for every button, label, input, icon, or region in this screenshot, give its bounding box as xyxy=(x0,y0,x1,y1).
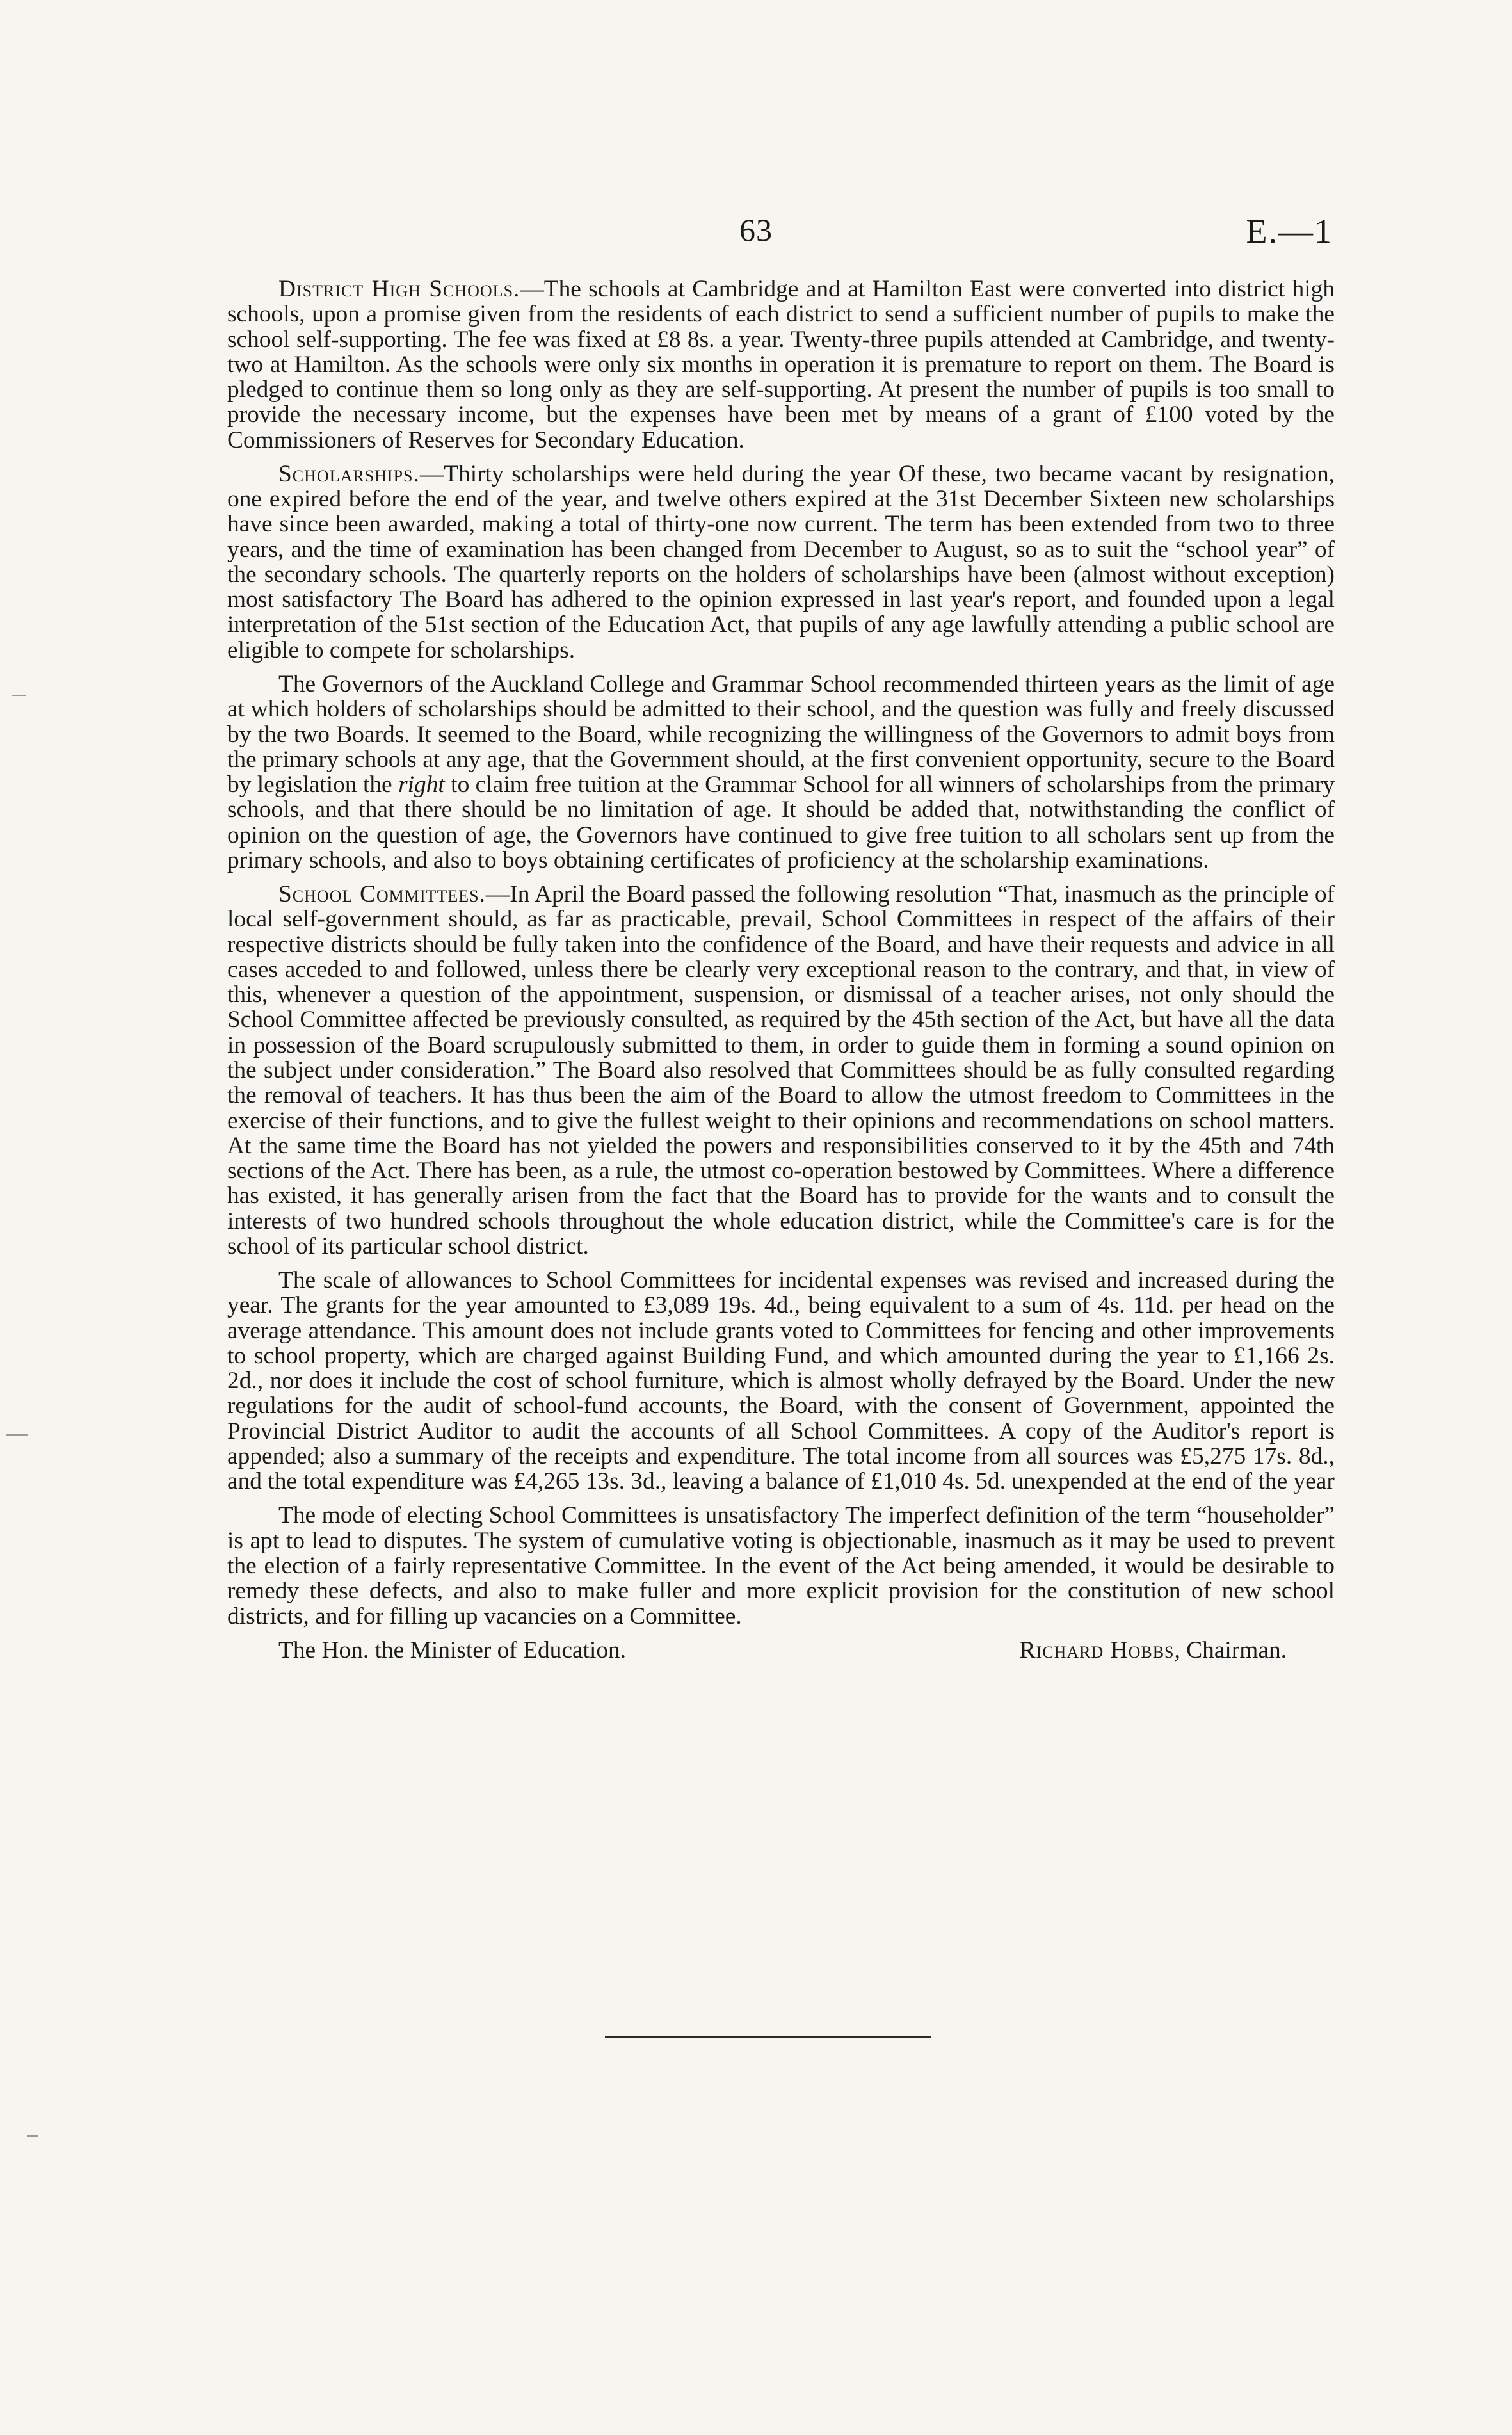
scan-speck xyxy=(6,1434,28,1436)
paragraph-text: The mode of electing School Committees is unsatisfactory The imperfect definition of the term “householder” is apt to lead to disputes. The system of cumulative voting is objectionable, inasmuch as it may be used to prevent the election of a fairly representative Committee. In the event of the Act being amended, it would be desirable to remedy these defects, and also to make fuller and more explicit provision for the constitution of new school districts, and for filling up vacancies on a Committee. xyxy=(227,1502,1335,1630)
paragraph-scholarships xyxy=(227,462,1335,663)
section-heading-school-committees: School Committees. xyxy=(278,881,486,908)
paragraph-grammar-school-age xyxy=(227,672,1335,873)
signatory-name: Richard Hobbs xyxy=(1019,1637,1175,1663)
paragraph-allowances xyxy=(227,1268,1335,1494)
scan-speck xyxy=(12,695,26,696)
report-code: E.—1 xyxy=(1246,212,1333,250)
signature-block xyxy=(227,1638,1335,1663)
section-heading-scholarships: Scholarships. xyxy=(278,460,420,487)
document-body xyxy=(227,277,1335,1663)
page-number: 63 xyxy=(739,212,773,248)
scan-speck xyxy=(27,2135,38,2137)
signatory-title: , Chairman. xyxy=(1174,1637,1287,1663)
end-rule-divider xyxy=(605,2036,931,2038)
emphasis-right: right xyxy=(398,772,445,798)
paragraph-text: The scale of allowances to School Committees for incidental expenses was revised and increased during the year. The grants for the year amounted to £3,089 19s. 4d., being equivalent to a sum of 4s. 11d. per head on the average attendance. This amount does not include grants voted to Committees for fencing and other improvements to school property, which are charged against Building Fund, and which amounted during the year to £1,166 2s. 2d., nor does it include the cost of school furniture, which is almost wholly defrayed by the Board. Under the new regulations for the audit of school-fund accounts, the Board, with the consent of Government, appointed the Provincial District Auditor to audit the accounts of all School Committees. A copy of the Auditor's report is appended; also a summary of the receipts and expenditure. The total income from all sources was £5,275 17s. 8d., and the total expenditure was £4,265 13s. 3d., leaving a balance of £1,010 4s. 5d. unexpended at the end of the year xyxy=(227,1267,1335,1495)
paragraph-text: —The schools at Cambridge and at Hamilton East were converted into district high schools, upon a promise given from the residents of each district to send a sufficient number of pupils to make the school self-supporting. The fee was fixed at £8 8s. a year. Twenty-three pupils attended at Cambridge, and twenty-two at Hamilton. As the schools were only six months in operation it is premature to report on them. The Board is pledged to continue them so long only as they are self-supporting. At present the number of pupils is too small to provide the necessary income, but the expenses have been met by means of a grant of £100 voted by the Commissioners of Reserves for Secondary Education. xyxy=(227,276,1335,453)
paragraph-text: —In April the Board passed the following resolution “That, inasmuch as the principle of local self-government should, as far as practicable, prevail, School Committees in respect of the affairs of their respective districts should be fully taken into the confidence of the Board, and have their requests and advice in all cases acceded to and followed, unless there be clearly very exceptional reason to the contrary, and that, in view of this, whenever a question of the appointment, suspension, or dismissal of a teacher arises, not only should the School Committee affected be previously consulted, as required by the 45th section of the Act, but have all the data in possession of the Board scrupulously submitted to them, in order to guide them in forming a sound opinion on the subject under consideration.” The Board also resolved that Committees should be as fully consulted regarding the removal of teachers. It has thus been the aim of the Board to allow the utmost freedom to Committees in the exercise of their functions, and to give the fullest weight to their opinions and recommendations on school matters. At the same time the Board has not yielded the powers and responsibilities conserved to it by the 45th and 74th sections of the Act. There has been, as a rule, the utmost co-operation bestowed by Committees. Where a difference has existed, it has generally arisen from the fact that the Board has to provide for the wants and to consult the interests of two hundred schools throughout the whole education district, while the Committee's care is for the school of its particular school district. xyxy=(227,881,1335,1259)
paragraph-text: —Thirty scholarships were held during the year Of these, two became vacant by resignation, one expired before the end of the year, and twelve others expired at the 31st December Sixteen new scholarships have since been awarded, making a total of thirty-one now current. The term has been extended from two to three years, and the time of examination has been changed from December to August, so as to suit the “school year” of the secondary schools. The quarterly reports on the holders of scholarships have been (almost without exception) most satisfactory The Board has adhered to the opinion expressed in last year's report, and founded upon a legal interpretation of the 51st section of the Education Act, that pupils of any age lawfully attending a public school are eligible to compete for scholarships. xyxy=(227,460,1335,663)
paragraph-electing-committees xyxy=(227,1503,1335,1628)
signatory xyxy=(1020,1638,1335,1663)
section-heading-district-high-schools: District High Schools. xyxy=(278,276,520,302)
paragraph-text-after: to claim free tuition at the Grammar School for all winners of scholarships from the primary schools, and that there should be no limitation of age. It should be added that, notwithstanding the conflict of opinion on the question of age, the Governors have continued to give free tuition to all scholars sent up from the primary schools, and also to boys obtaining certificates of proficiency at the scholarship examinations. xyxy=(227,772,1335,873)
addressee: The Hon. the Minister of Education. xyxy=(278,1637,627,1663)
paragraph-school-committees xyxy=(227,882,1335,1259)
paragraph-text-before: The Governors of the Auckland College and Grammar School recommended thirteen years as the limit of age at which holders of scholarships should be admitted to their school, and the question was fully and freely discussed by the two Boards. It seemed to the Board, while recognizing the willingness of the Governors to admit boys from the primary schools at any age, that the Government should, at the first convenient opportunity, secure to the Board by legislation the xyxy=(227,670,1335,798)
paragraph-district-high-schools xyxy=(227,277,1335,453)
